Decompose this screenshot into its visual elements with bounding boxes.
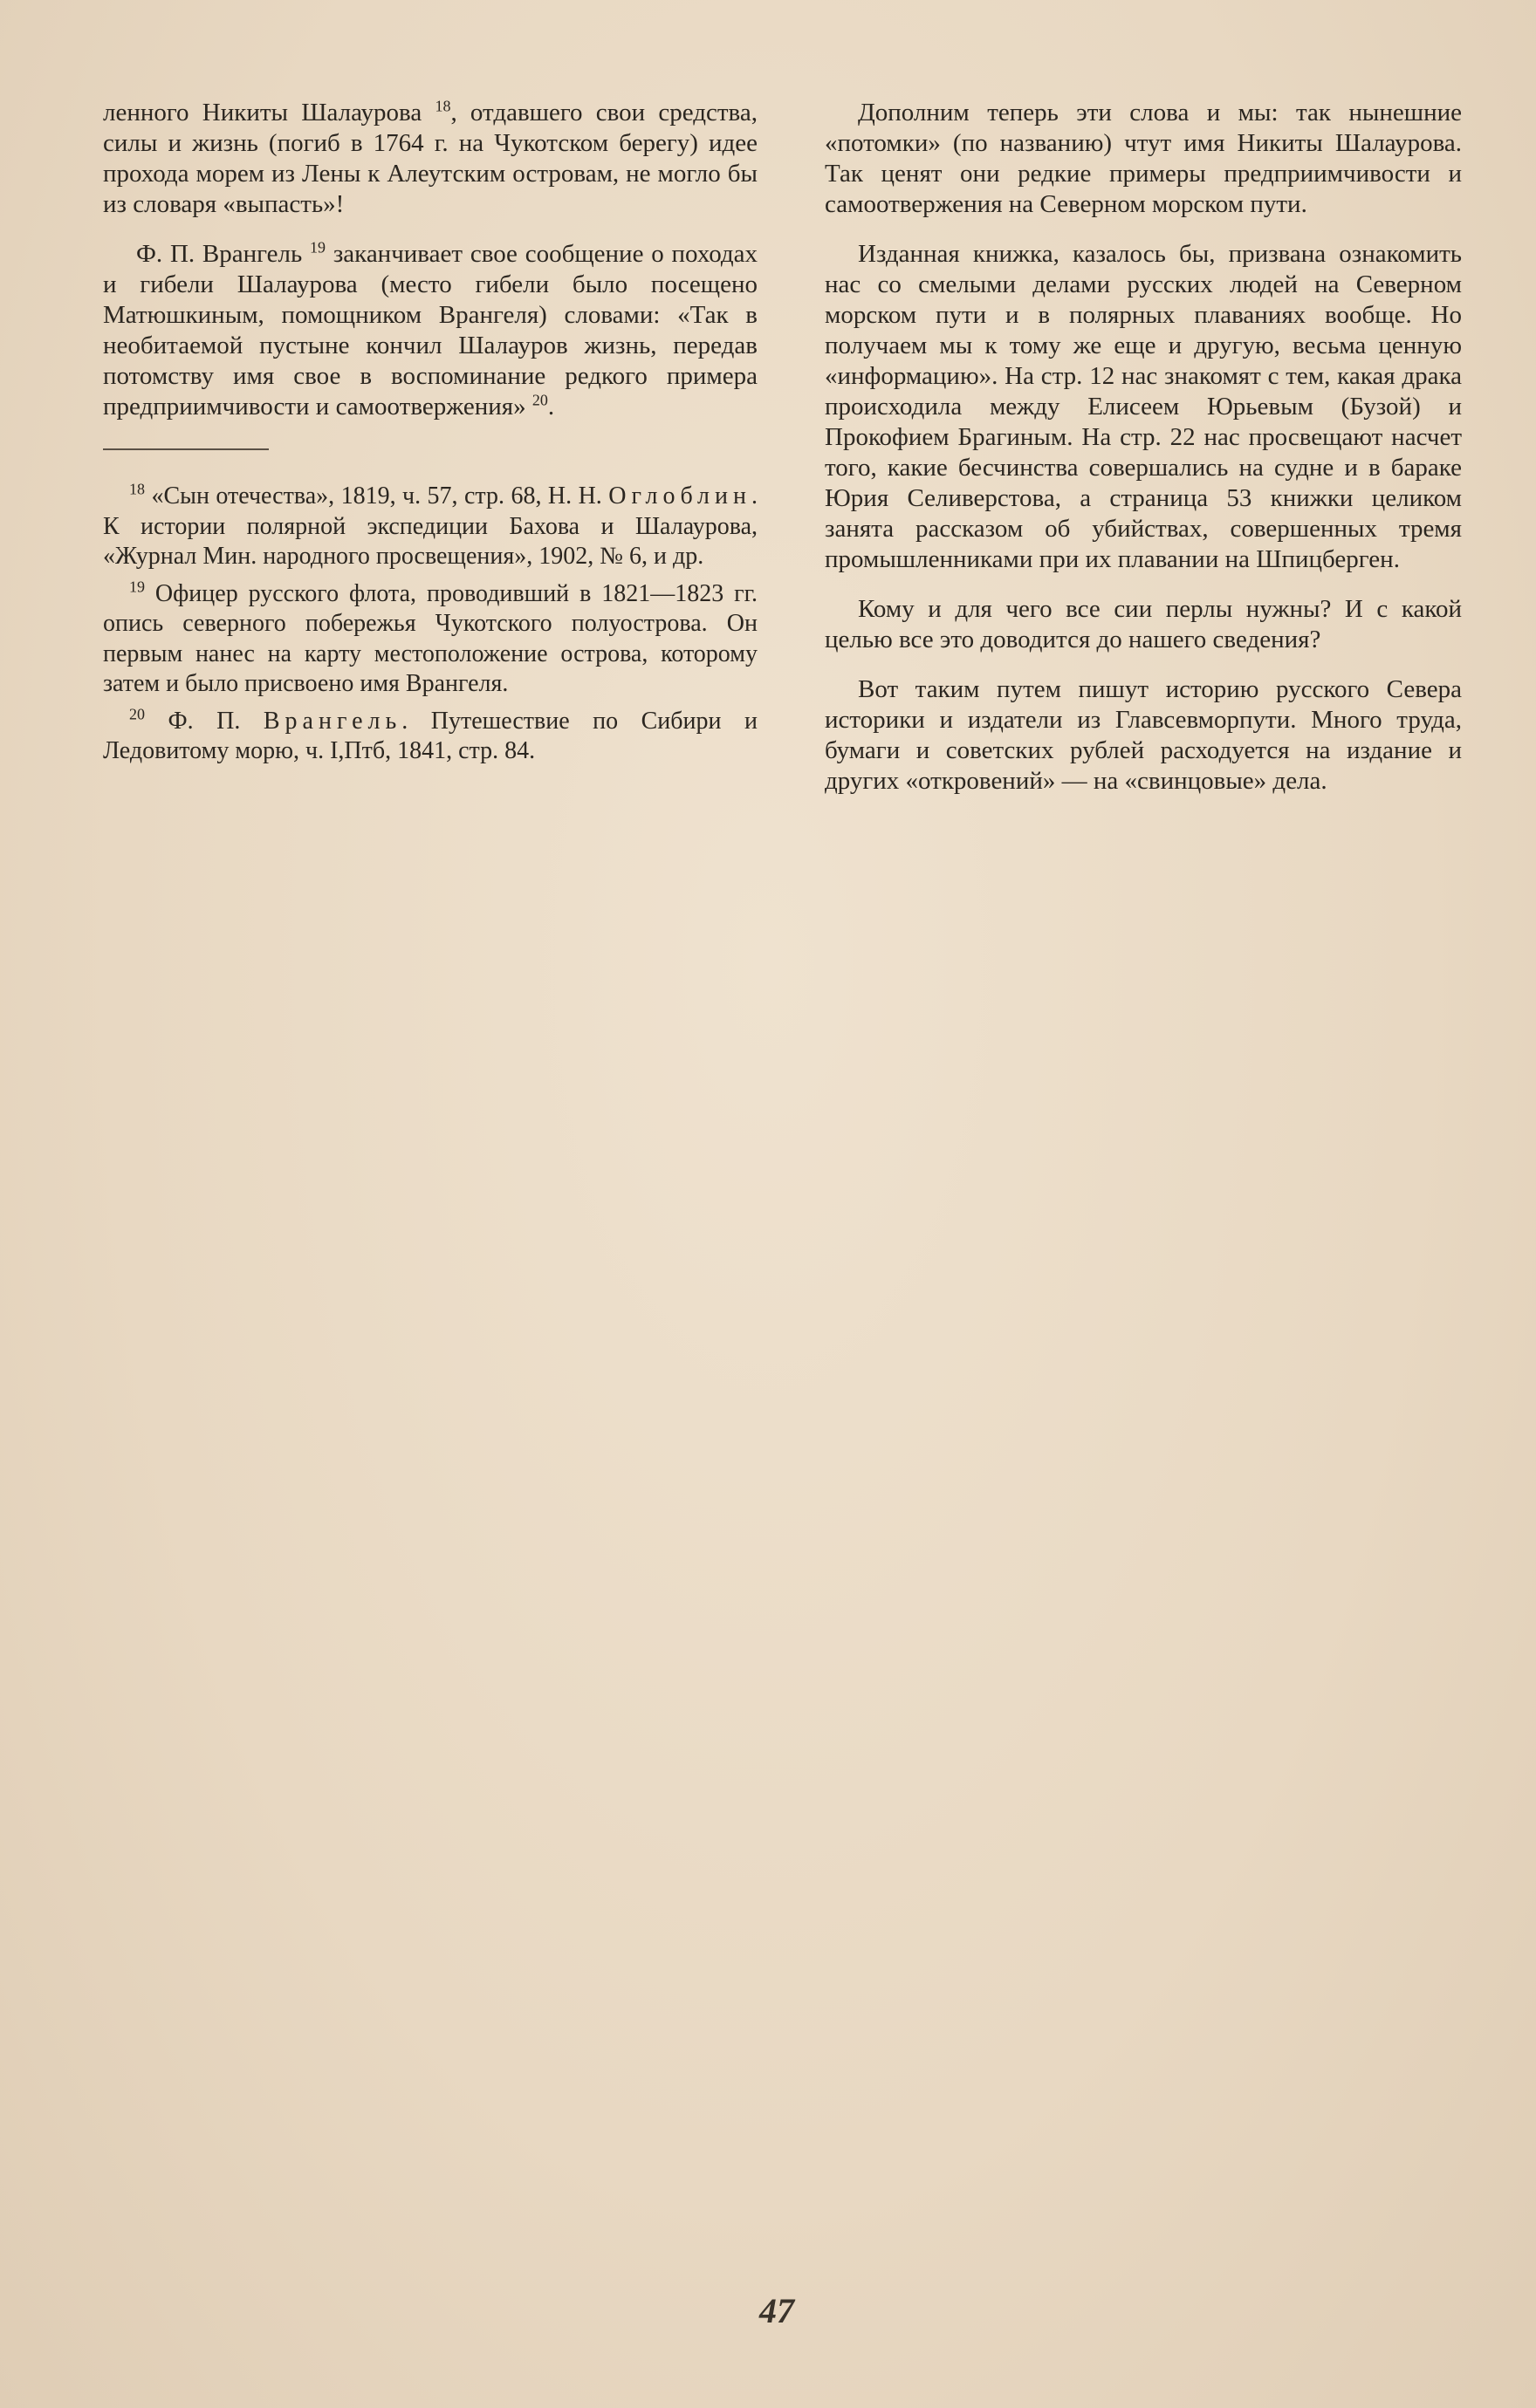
footnote-text: . К истории полярной экспедиции Бахова и Шалаурова, «Журнал Мин. народного просвещения», 1902, № 6, и др. (103, 482, 758, 570)
footnote-18 (103, 482, 758, 572)
paragraph-descendants: Дополним теперь эти слова и мы: так нынешние «потомки» (по названию) чтут имя Никиты Шалаурова. Так ценят они редкие примеры предприимчивости и самоотвержения на Северном морском пути. (825, 99, 1462, 218)
author-name: Оглоблин (608, 482, 751, 510)
footnote-ref-19: 19 (310, 238, 326, 257)
paragraph-conclusion: Вот таким путем пишут историю русского Севера историки и издатели из Главсевморпути. Много труда, бумаги и советских рублей расходуется на издание и других «откровений» — на «свинцовые» дела. (825, 675, 1462, 795)
paragraph-question: Кому и для чего все сии перлы нужны? И с какой целью все это доводится до нашего сведения? (825, 595, 1462, 653)
footnote-19 (103, 579, 758, 700)
footnote-ref-20: 20 (531, 391, 548, 409)
footnote-text: «Сын отечества», 1819, ч. 57, стр. 68, Н. Н. (145, 482, 609, 510)
paragraph-wrangel (103, 239, 758, 422)
footnote-text: Офицер русского флота, проводивший в 1821—1823 гг. опись северного побережья Чукотского полуострова. Он первым нанес на карту местоположение острова, которому затем и было присвоено имя Врангеля. (103, 579, 758, 697)
footnote-divider (103, 448, 269, 450)
paragraph-text: заканчивает свое сообщение о походах и гибели Шалаурова (место гибели было посещено Матюшкиным, помощником Врангеля) словами: «Так в необитаемой пустыне кончил Шалауров жизнь, передав потомству имя свое в воспоминание редкого примера предприимчивости и самоотвержения» (103, 240, 758, 421)
left-column (103, 98, 758, 774)
author-name: Врангель (263, 707, 402, 735)
footnote-number: 18 (129, 480, 145, 498)
footnote-number: 19 (129, 578, 145, 596)
footnote-20 (103, 707, 758, 767)
paragraph-text: , отдавшего свои средства, силы и жизнь (погиб в 1764 г. на Чукотском берегу) идее прохода морем из Лены к Алеутским островам, не могло бы из словаря «выпасть»! (103, 99, 758, 218)
paragraph-text: . (547, 393, 555, 421)
page-number: 47 (759, 2291, 794, 2330)
footnote-text: . Путешествие по Сибири и Ледовитому морю, ч. I,Птб, 1841, стр. 84. (103, 707, 758, 764)
paragraph-shalaurov (103, 98, 758, 220)
footnote-number: 20 (129, 705, 145, 723)
right-column (825, 98, 1462, 816)
footnote-text: Ф. П. (145, 707, 264, 735)
paragraph-booklet: Изданная книжка, казалось бы, призвана ознакомить нас со смелыми делами русских людей на Северном морском пути и в полярных плаваниях вообще. Но получаем мы к тому же еще и другую, весьма ценную «информацию». На стр. 12 нас знакомят с тем, какая драка происходила между Елисеем Юрьевым (Бузой) и Прокофием Брагиным. На стр. 22 нас просвещают насчет того, какие бесчинства совершались на судне и в бараке Юрия Селиверстова, а страница 53 книжки целиком занята рассказом об убийствах, совершенных тремя промышленниками при их плавании на Шпицберген. (825, 240, 1462, 573)
paragraph-text: Ф. П. Врангель (136, 240, 311, 268)
footnote-ref-18: 18 (435, 97, 451, 115)
paragraph-text: ленного Никиты Шалаурова (103, 99, 435, 127)
